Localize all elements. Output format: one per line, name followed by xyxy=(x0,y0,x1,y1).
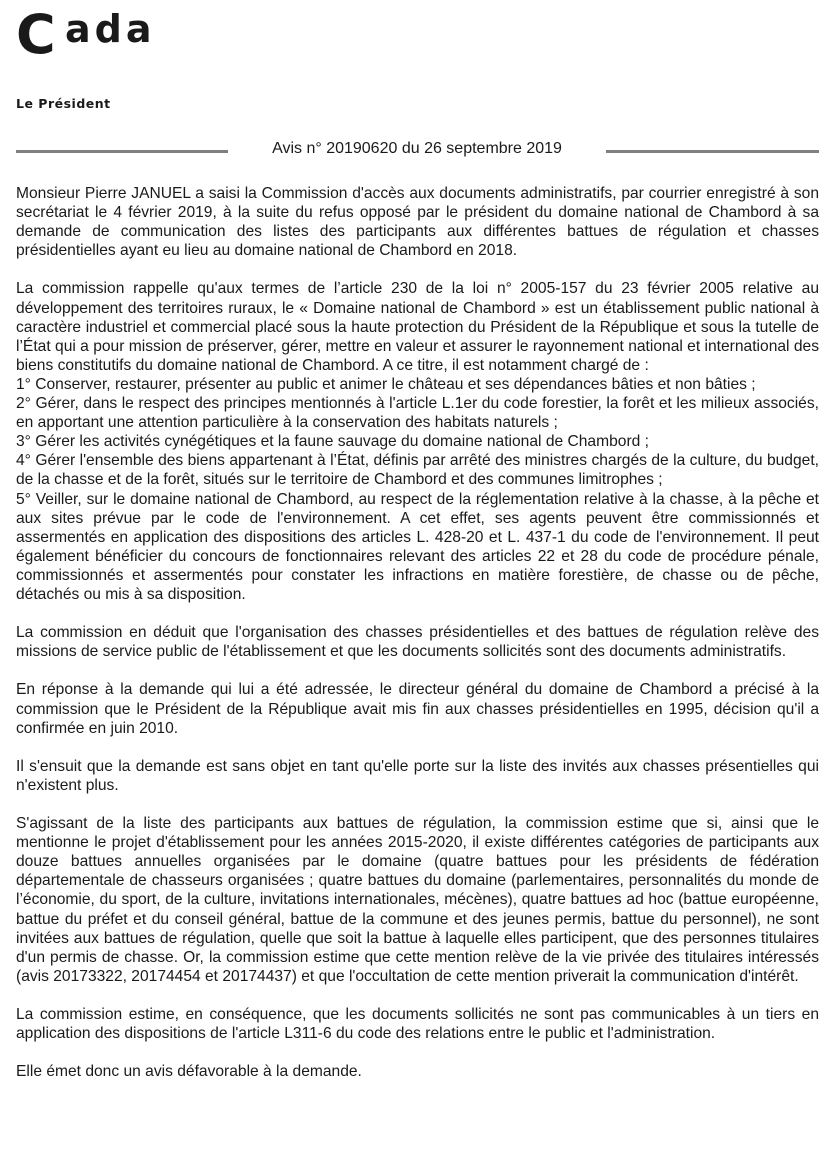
logo-letters-ada: ada xyxy=(65,7,156,51)
list-item: 3° Gérer les activités cynégétiques et la faune sauvage du domaine national de Chambord ; xyxy=(16,433,649,451)
title-rule-left xyxy=(16,150,228,153)
paragraph-consequence: La commission estime, en conséquence, que les documents sollicités ne sont pas communicables à un tiers en application des dispositions de l'article L311-6 du code des relations entre le public et l'administration. xyxy=(16,1006,819,1043)
list-item: 1° Conserver, restaurer, présenter au public et animer le château et ses dépendances bâties et non bâties ; xyxy=(16,375,756,393)
paragraph-avis: Elle émet donc un avis défavorable à la demande. xyxy=(16,1063,362,1081)
page-title: Avis n° 20190620 du 26 septembre 2019 xyxy=(272,140,562,157)
paragraph-battues: S'agissant de la liste des participants aux battues de régulation, la commission estime que si, ainsi que le mentionne le projet d'établissement pour les années 2015-2020, il existe différentes catégories de participants aux douze battues annuelles organisées par le domaine (quatre battues pour les présidents de fédération départementale de chasseurs organisées ; quatre battues du domaine (parlementaires, personnalités du monde de l’économie, du sport, de la culture, invitations internationales, mécènes), quatre battues ad hoc (battue européenne, battue du préfet et du conseil général, battue de la commune et des jeunes permis, battue du personnel), ne sont invitées aux battues de régulation, quelle que soit la battue à laquelle elles participent, que des personnes titulaires d'un permis de chasse. Or, la commission estime que cette mention relève de la vie privée des titulaires intéressés (avis 20173322, 20174454 et 20174437) et que l'occultation de cette mention priverait la communication d'intérêt. xyxy=(16,815,819,985)
paragraph-reponse: En réponse à la demande qui lui a été adressée, le directeur général du domaine de Chambord a précisé à la commission que le Président de la République avait mis fin aux chasses présidentielles en 1995, décision qu'il a confirmée en juin 2010. xyxy=(16,681,819,737)
paragraph-deduction: La commission en déduit que l'organisation des chasses présidentielles et des battues de régulation relève des missions de service public de l'établissement et que les documents sollicités sont des documents administratifs. xyxy=(16,624,819,661)
title-row xyxy=(16,140,819,162)
list-item: 4° Gérer l'ensemble des biens appartenant à l’État, définis par arrêté des ministres chargés de la culture, du budget, de la chasse et de la forêt, situés sur le territoire de Chambord et des communes limitrophes ; xyxy=(16,452,819,489)
list-item: 2° Gérer, dans le respect des principes mentionnés à l'article L.1er du code forestier, la forêt et les milieux associés, en apportant une attention particulière à la conservation des habitats naturels ; xyxy=(16,395,819,432)
paragraph-sans-objet: Il s'ensuit que la demande est sans objet en tant qu'elle porte sur la liste des invités aux chasses présentielles qui n'existent plus. xyxy=(16,757,819,794)
document-body xyxy=(16,184,819,1101)
signer-label: Le Président xyxy=(16,96,111,111)
logo-letter-c: C xyxy=(16,3,56,66)
paragraph-saisine: Monsieur Pierre JANUEL a saisi la Commission d'accès aux documents administratifs, par courrier enregistré à son secrétariat le 4 février 2019, à la suite du refus opposé par le président du domaine national de Chambord à sa demande de communication des listes des participants aux différentes battues de régulation et chasses présidentielles ayant eu lieu au domaine national de Chambord en 2018. xyxy=(16,185,819,260)
paragraph-rappel: La commission rappelle qu'aux termes de l’article 230 de la loi n° 2005-157 du 23 février 2005 relative au développement des territoires ruraux, le « Domaine national de Chambord » est un établissement public national à caractère industriel et commercial placé sous la haute protection du Président de la République et sous la tutelle de l’État qui a pour mission de préserver, gérer, mettre en valeur et assurer le rayonnement national et international des biens constitutifs du domaine national de Chambord. A ce titre, il est notamment chargé de : xyxy=(16,280,819,374)
title-rule-right xyxy=(606,150,819,153)
list-item: 5° Veiller, sur le domaine national de Chambord, au respect de la réglementation relative à la chasse, à la pêche et aux sites prévue par le code de l'environnement. A cet effet, ses agents peuvent être commissionnés et assermentés en application des dispositions des articles L. 428-20 et L. 437-1 du code de l'environnement. Il peut également bénéficier du concours de fonctionnaires relevant des articles 22 et 28 du code de procédure pénale, commissionnés et assermentés pour constater les infractions en matière forestière, de chasse ou de pêche, détachés ou mis à sa disposition. xyxy=(16,490,819,603)
